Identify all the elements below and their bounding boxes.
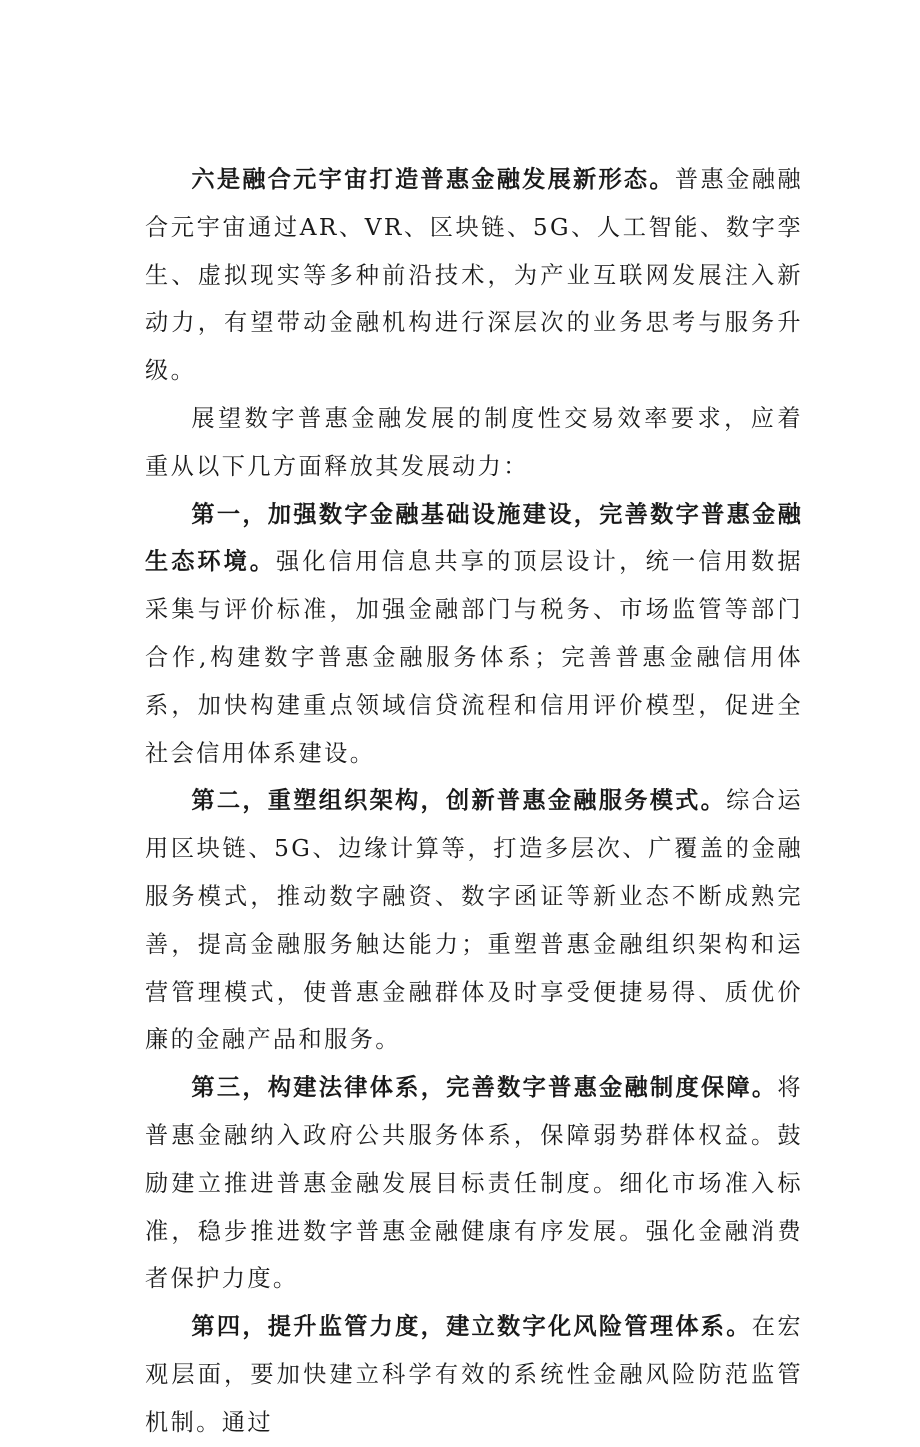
paragraph-text: 将普惠金融纳入政府公共服务体系，保障弱势群体权益。鼓励建立推进普惠金融发展目标责任制度。细化市场准入标准，稳步推进数字普惠金融健康有序发展。强化金融消费者保护力度。 <box>145 1074 803 1293</box>
paragraph-outlook <box>145 395 803 491</box>
paragraph-lead: 第二，重塑组织架构，创新普惠金融服务模式。 <box>191 787 727 815</box>
paragraph-lead: 第四，提升监管力度，建立数字化风险管理体系。 <box>191 1313 752 1341</box>
paragraph-metaverse <box>145 156 803 395</box>
paragraph-lead: 第一，加强数字金融基础设施建设，完善数字普惠金融生态环境。 <box>145 500 803 576</box>
paragraph-lead: 六是融合元宇宙打造普惠金融发展新形态。 <box>191 166 675 193</box>
paragraph-text: 展望数字普惠金融发展的制度性交易效率要求，应着重从以下几方面释放其发展动力： <box>145 404 803 480</box>
paragraph-text: 强化信用信息共享的顶层设计，统一信用数据采集与评价标准，加强金融部门与税务、市场监管等部门合作,构建数字普惠金融服务体系；完善普惠金融信用体系，加快构建重点领域信贷流程和信用评价模型，促进全社会信用体系建设。 <box>145 548 804 767</box>
paragraph-text: 在宏观层面，要加快建立科学有效的系统性金融风险防范监管机制。通过 <box>145 1313 803 1436</box>
paragraph-text: 综合运用区块链、5G、边缘计算等，打造多层次、广覆盖的金融服务模式，推动数字融资、数字函证等新业态不断成熟完善，提高金融服务触达能力；重塑普惠金融组织架构和运营管理模式，使普惠金融群体及时享受便捷易得、质优价廉的金融产品和服务。 <box>145 787 804 1054</box>
paragraph-text: 普惠金融融合元宇宙通过AR、VR、区块链、5G、人工智能、数字孪生、虚拟现实等多种前沿技术，为产业互联网发展注入新动力，有望带动金融机构进行深层次的业务思考与服务升级。 <box>145 166 803 385</box>
paragraph-first <box>145 491 803 778</box>
paragraph-second <box>145 777 803 1064</box>
paragraph-fourth <box>145 1303 803 1446</box>
paragraph-lead: 第三，构建法律体系，完善数字普惠金融制度保障。 <box>191 1074 778 1102</box>
paragraph-third <box>145 1064 803 1303</box>
document-body <box>145 156 803 1447</box>
